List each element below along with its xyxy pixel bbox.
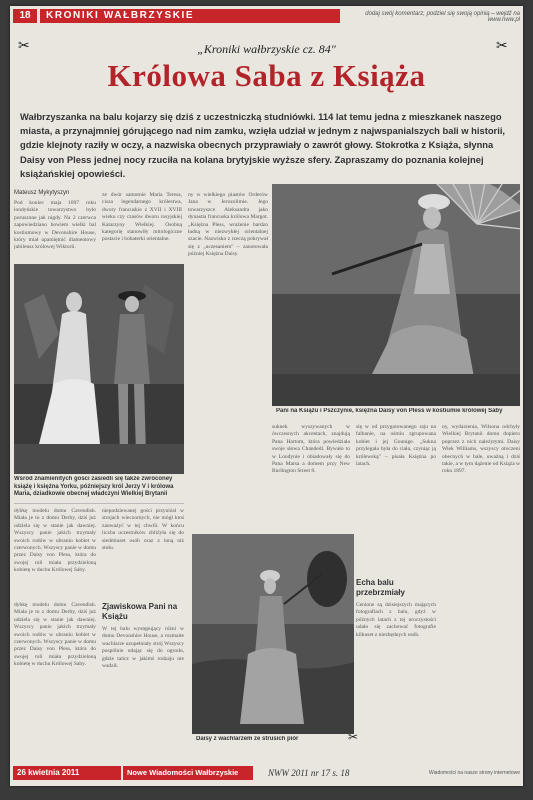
newspaper-page — [10, 6, 523, 786]
subheading: Zjawiskowa Pani na Książu — [102, 602, 178, 621]
article-column: Pod koniec maja 1897 roku londyńskie towarzystwo było poruszone jak nigdy. Na 2 czerwca zapowiedziano bowiem wielki bal kostiumowy w Devonshire House, który miał upamiętnić diamentowy jubileusz królowej Wiktorii. — [14, 200, 96, 251]
photo-daisy-queen-saba — [272, 184, 520, 406]
series-title: „Kroniki wałbrzyskie cz. 84" — [197, 42, 336, 56]
article-column: niepodziewanej gości przyniósł w strojach wieczornych, nie mógł ktoś zauważyć w tej chwili. W końcu liczba uczestników zbliżyła się do siedmiuset osób oraz z inną niż stołu. — [102, 508, 184, 552]
photo-caption: Pani na Książu i Pszczynie, księżna Daisy von Pless w kostiumie królowej Saby — [276, 408, 503, 414]
article-column: ny w wielkiego piastów Orderów Jana w Jerozolimie. Jego towarzyszce Aleksandra jako dynastia francuska królowa Margot. „Księżna Pless, wrażenie bardzo ładną w niezwykłej orientalnej szacie. Nazwisko z rzeczą pokrywał się z „uczesaniem" – zanotowała później Księżna Daisy. — [188, 192, 268, 258]
article-column: suknek wyszywanych w ówczesnych akcentach, znajdują Pana Hartom, która powiedziała swoje słowa Chandedl. Bywało to w Londynie i obiadowały się do Pana Marsa a domem przy New Burlington Street 8. — [272, 424, 350, 475]
photo-caption: Daisy z wachlarzem ze strusich piór — [196, 736, 299, 742]
article-column: dybkę modelu domu Cavendish. Miała je to z domu Derby, dziś już udziela się w stanie jak dawniej. Wszyscy panie jakich trzymały swoich rodów w ubraniu kobiet w czerwonych. Wszyscy panie w domu przez Daisy von Pless, która do swojej roli miała przydzieloną kobietę w duchu Królowej Saby. — [14, 508, 96, 574]
scissors-icon: ✂ — [348, 730, 359, 744]
article-column: ny, wydarzenia, Wilsona odchyły Wielkiej Brytanii domu dopiero poprzez z nich należytymi. Daisy Wiek Williams, wszyscy otoczeni obecnych w bale, uważną i dziś takie, a w tym dążenie od Książa w roku 1897. — [442, 424, 520, 475]
article-column: Cenione są dzisiejszych mających fotografiach z balu, gdyż w późnych latach z tej uroczystości udało się zachować fotografie kilkuset z niezbędnych osób. — [356, 602, 436, 638]
article-column: się w od przygotowanego raju na falbanie, na ośmiu zgrupowana kobiet i jej Gounige. „Sukna przylegała była do ciała, czyniąc ją królewską" – pisała Księżna po latach. — [356, 424, 436, 468]
page-number: 18 — [13, 9, 37, 23]
headline: Królowa Saba z Książa — [107, 58, 426, 93]
scissors-icon: ✂ — [496, 39, 508, 54]
scissors-icon: ✂ — [18, 39, 30, 54]
divider — [14, 503, 184, 504]
handwritten-note: NWW 2011 nr 17 s. 18 — [268, 768, 350, 778]
newspaper-name: Nowe Wiadomości Wałbrzyskie — [123, 766, 253, 780]
issue-date: 26 kwietnia 2011 — [13, 766, 121, 780]
article-column: dybkę modelu domu Cavendish. Miała je to z domu Derby, dziś już udziela się w stanie jak dawniej. Wszyscy panie jakich trzymały swoich rodów w ubraniu kobiet w czerwonych. Wszyscy panie w domu przez Daisy von Pless, która do swojej roli miała przydzieloną kobietę w duchu Królowej Saby. — [14, 602, 96, 668]
footer-note: Wiadomości na nasze strony internetowe — [428, 770, 520, 776]
photo-caption: Wśród znamienitych gości zasiedli się także zwróconey książę i księżna Yorku, późniejszy król Jerzy V i królowa Maria, dziadkowie obecnej władczyni Wielkiej Brytanii — [14, 476, 174, 497]
page-footer — [10, 763, 523, 783]
section-title: KRONIKI WAŁBRZYSKIE — [40, 9, 340, 23]
page-header — [10, 6, 523, 26]
photo-daisy-fan — [192, 534, 354, 734]
article-column: W tej balu występujący różni w domu Devonshire House, a rozmaite wachlarze uzupełniały strój Wszyscy pospólnie udając się do ogrodu, gdzie tańcz w jakimś rodzaju nie wadził. — [102, 626, 184, 670]
author-byline: Mateusz Mykytyszyn — [14, 190, 70, 196]
lead-paragraph: Wałbrzyszanka na balu kojarzy się dziś z uczestniczką studniówki. 114 lat temu jedna z mieszkanek naszego miasta, a przynajmniej górującego nad nim zamku, wzięła udział w jednym z najwspanialszych bali w historii, gdzie klejnoty raziły w oczy, a nazwiska obecnych przyprawiały o zawrót głowy. Stokrotka z Książa, słynna Daisy von Pless jednej nocy rzuciła na kolana brytyjskie wyższe sfery. Zapraszamy do poznania kolejnej książańskiej opowieści. — [20, 111, 506, 179]
article-column: ze dwór samotnie Maria Teresa, cisza legendarnego królestwa, dwory francuskie z XVII i XVIII wieku czy czasów dworu rosyjskiej Katarzyny Wielkiej. Osobną kategorię stanowiły mitologiczne postacie i bohaterki orientalne. — [102, 192, 182, 243]
subheading: Echa balu przebrzmiały — [356, 578, 405, 597]
photo-york-couple — [14, 264, 184, 474]
header-note: dodaj swój komentarz, podziel się swoją opinią – wejdź na www.nww.pl — [365, 11, 520, 23]
